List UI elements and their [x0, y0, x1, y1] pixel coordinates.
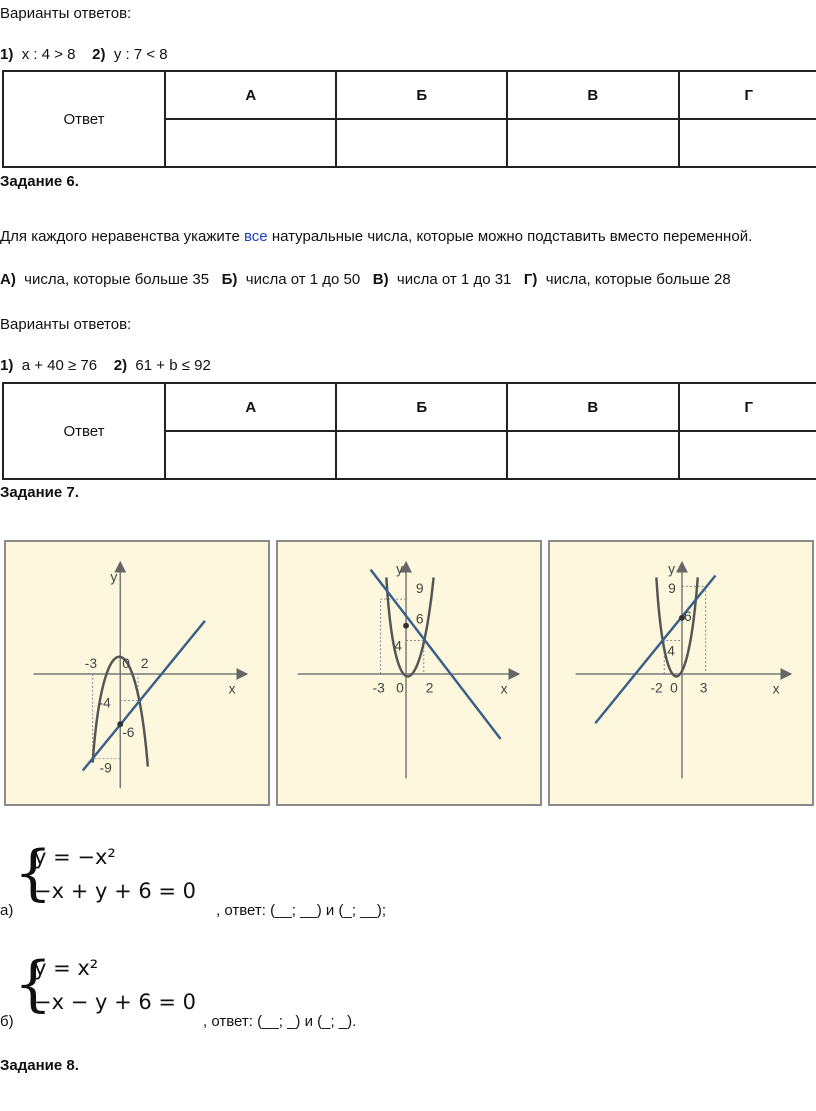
graph-1 [4, 540, 270, 806]
graph-2 [276, 540, 542, 806]
answer-table-1 [2, 70, 816, 168]
system-b-eq1: y = x² [34, 956, 99, 980]
y-label: y [396, 561, 404, 577]
tick-6: 6 [415, 611, 424, 627]
choice-b-letter: Б) [221, 271, 238, 288]
tick-m2: -2 [650, 680, 663, 696]
tick-6: 6 [683, 608, 692, 624]
option-1-number: 1) [0, 46, 14, 63]
options-line-2 [0, 357, 211, 374]
header-v: В [507, 71, 678, 119]
option-1-text: a + 40 ≥ 76 [21, 357, 98, 374]
answer-cell-a[interactable] [165, 119, 336, 167]
system-a-eq1: y = −x² [34, 845, 116, 869]
task-7-title: Задание 7. [0, 484, 79, 501]
answer-cell-g[interactable] [679, 119, 816, 167]
tick-4: 4 [394, 638, 402, 654]
tick-0: 0 [122, 656, 130, 672]
options-line-1 [0, 46, 168, 63]
tick-2: 2 [140, 656, 149, 672]
graph-1-svg [6, 542, 268, 804]
tick-m9: -9 [99, 760, 112, 776]
point [403, 623, 409, 629]
parabola-curve [656, 577, 697, 676]
answer-cell-g[interactable] [679, 431, 816, 479]
option-1-text: x : 4 > 8 [21, 46, 76, 63]
system-a-label: а) [0, 902, 14, 919]
straight-line [371, 570, 501, 739]
choice-a-text: числа, которые больше 35 [24, 271, 210, 288]
header-b: Б [336, 383, 507, 431]
choice-g-text: числа, которые больше 28 [545, 271, 731, 288]
graph-3-svg [550, 542, 812, 804]
header-g: Г [679, 71, 816, 119]
x-label: x [772, 681, 780, 697]
answer-cell-v[interactable] [507, 119, 678, 167]
tick-4: 4 [667, 643, 675, 659]
answer-label: Ответ [3, 71, 165, 167]
task-6-choices [0, 271, 731, 288]
instruction-pre: Для каждого неравенства укажите [0, 228, 244, 245]
option-1-number: 1) [0, 357, 14, 374]
straight-line [595, 575, 715, 723]
option-2-number: 2) [92, 46, 106, 63]
tick-3: 3 [699, 680, 708, 696]
choice-v-text: числа от 1 до 31 [396, 271, 512, 288]
tick-m3: -3 [84, 656, 98, 672]
system-a-answer: , ответ: (__; __) и (_; __); [216, 902, 386, 919]
x-label: x [228, 681, 236, 697]
instruction-post: натуральные числа, которые можно подставить вместо переменной. [267, 228, 753, 245]
option-2-text: 61 + b ≤ 92 [135, 357, 211, 374]
tick-m6: -6 [122, 725, 135, 741]
graph-3 [548, 540, 814, 806]
instruction-highlight: все [244, 228, 268, 245]
header-a: А [165, 71, 336, 119]
answer-cell-v[interactable] [507, 431, 678, 479]
variants-label-2: Варианты ответов: [0, 316, 132, 333]
tick-9: 9 [668, 581, 676, 597]
system-b-eq2: −x − y + 6 = 0 [34, 990, 197, 1014]
answer-table-2 [2, 382, 816, 480]
option-2-text: y : 7 < 8 [113, 46, 168, 63]
y-label: y [668, 561, 676, 577]
choice-a-letter: А) [0, 271, 16, 288]
choice-g-letter: Г) [523, 271, 538, 288]
answer-cell-b[interactable] [336, 119, 507, 167]
tick-0: 0 [396, 680, 404, 696]
system-a-brace: { [14, 838, 53, 908]
choice-v-letter: В) [372, 271, 389, 288]
answer-cell-a[interactable] [165, 431, 336, 479]
task-6-instruction [0, 228, 752, 245]
system-a-eq2: −x + y + 6 = 0 [34, 879, 197, 903]
tick-0: 0 [670, 680, 678, 696]
header-v: В [507, 383, 678, 431]
answer-cell-b[interactable] [336, 431, 507, 479]
x-label: x [500, 681, 508, 697]
tick-m4: -4 [98, 695, 111, 711]
task-6-title: Задание 6. [0, 173, 79, 190]
header-g: Г [679, 383, 816, 431]
task-8-title: Задание 8. [0, 1057, 79, 1074]
option-2-number: 2) [113, 357, 128, 374]
y-label: y [110, 569, 118, 585]
variants-label-1: Варианты ответов: [0, 5, 132, 22]
system-b-brace: { [14, 949, 53, 1019]
tick-2: 2 [425, 680, 434, 696]
answer-label: Ответ [3, 383, 165, 479]
header-a: А [165, 383, 336, 431]
system-b-label: б) [0, 1013, 14, 1030]
parabola-curve [386, 577, 433, 676]
header-b: Б [336, 71, 507, 119]
choice-b-text: числа от 1 до 50 [245, 271, 361, 288]
tick-m3: -3 [372, 680, 385, 696]
graph-2-svg [278, 542, 540, 804]
tick-9: 9 [415, 581, 424, 597]
system-b-answer: , ответ: (__; _) и (_; _). [203, 1013, 357, 1030]
